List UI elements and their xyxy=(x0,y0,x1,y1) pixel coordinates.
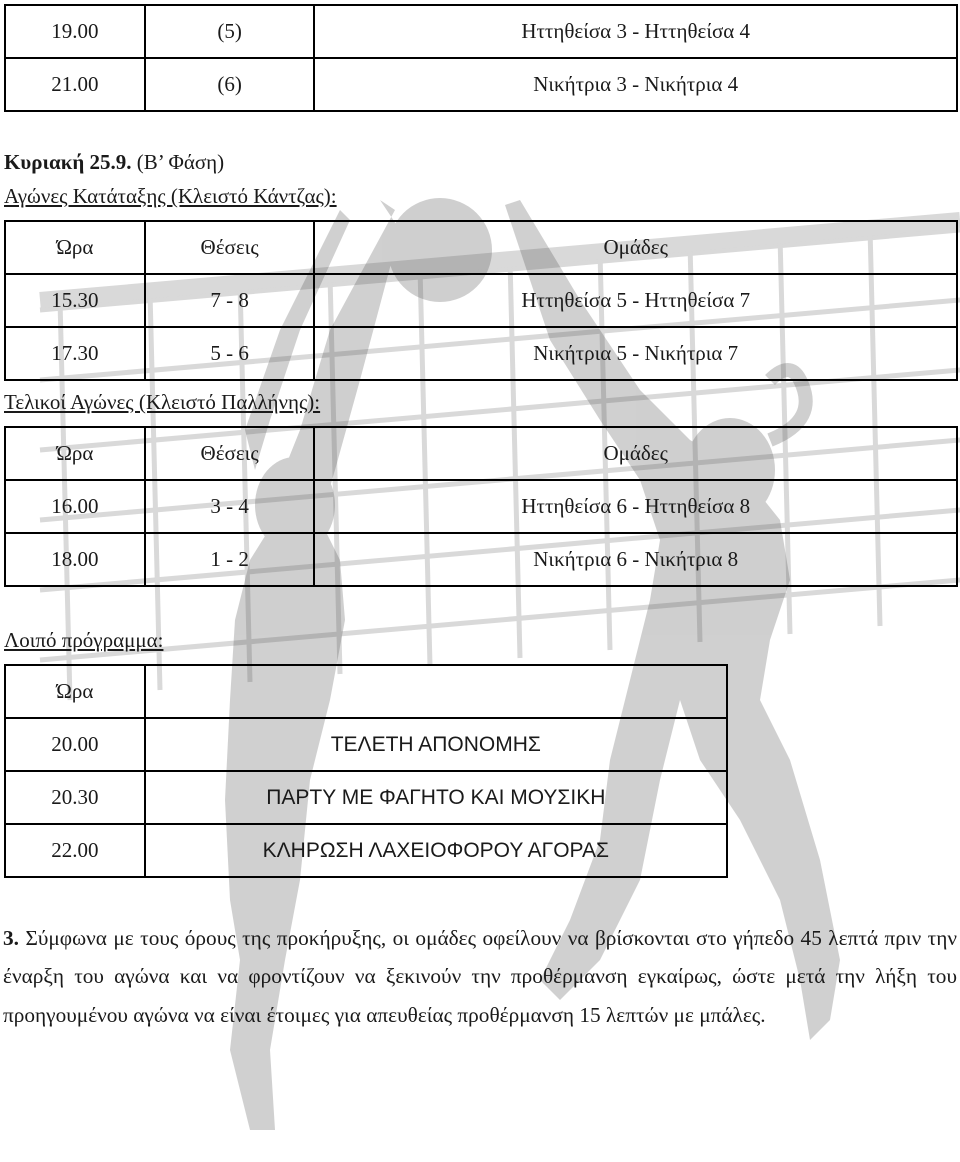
event-cell: ΠΑΡΤΥ ΜΕ ΦΑΓΗΤΟ ΚΑΙ ΜΟΥΣΙΚΗ xyxy=(145,771,727,824)
header-positions: Θέσεις xyxy=(145,427,315,480)
time-cell: 19.00 xyxy=(5,5,145,58)
note-text: Σύμφωνα με τους όρους της προκήρυξης, οι ομάδες οφείλουν να βρίσκονται στο γήπεδο 45 λεπτά πριν την έναρξη του αγώνα και να φροντίζουν να ξεκινούν την προθέρμανση εγκαίρως, ώστε μετά την λήξη του προηγουμένου αγώνα να είναι έτοιμες για απευθείας προθέρμανση 15 λεπτών με μπάλες. xyxy=(3,926,957,1027)
finals-table xyxy=(4,426,958,587)
header-event xyxy=(145,665,727,718)
table-row xyxy=(5,58,957,111)
position-cell: (6) xyxy=(145,58,315,111)
time-cell: 18.00 xyxy=(5,533,145,586)
time-cell: 22.00 xyxy=(5,824,145,877)
sunday-day: Κυριακή 25.9. xyxy=(4,150,132,174)
time-cell: 20.30 xyxy=(5,771,145,824)
header-positions: Θέσεις xyxy=(145,221,315,274)
time-cell: 17.30 xyxy=(5,327,145,380)
teams-cell: Ηττηθείσα 5 - Ηττηθείσα 7 xyxy=(314,274,957,327)
table-row xyxy=(5,533,957,586)
table-row xyxy=(5,718,727,771)
rest-program-title: Λοιπό πρόγραμμα: xyxy=(4,628,164,652)
table-row xyxy=(5,327,957,380)
classification-section-title: Αγώνες Κατάταξης (Κλειστό Κάντζας): xyxy=(4,184,337,208)
table-row xyxy=(5,480,957,533)
positions-cell: 5 - 6 xyxy=(145,327,315,380)
positions-cell: 3 - 4 xyxy=(145,480,315,533)
table-row xyxy=(5,824,727,877)
table-header-row xyxy=(5,427,957,480)
time-cell: 16.00 xyxy=(5,480,145,533)
note-paragraph xyxy=(3,919,957,1034)
teams-cell: Νικήτρια 5 - Νικήτρια 7 xyxy=(314,327,957,380)
table-row xyxy=(5,771,727,824)
table-header-row xyxy=(5,221,957,274)
header-time: Ώρα xyxy=(5,221,145,274)
header-teams: Ομάδες xyxy=(314,221,957,274)
table-header-row xyxy=(5,665,727,718)
header-time: Ώρα xyxy=(5,427,145,480)
positions-cell: 7 - 8 xyxy=(145,274,315,327)
teams-cell: Νικήτρια 3 - Νικήτρια 4 xyxy=(314,58,957,111)
rest-program-table xyxy=(4,664,728,878)
event-cell: ΤΕΛΕΤΗ ΑΠΟΝΟΜΗΣ xyxy=(145,718,727,771)
table-row xyxy=(5,274,957,327)
sunday-phase: (Β’ Φάση) xyxy=(136,150,225,174)
teams-cell: Νικήτρια 6 - Νικήτρια 8 xyxy=(314,533,957,586)
sunday-heading xyxy=(4,150,224,175)
event-cell: ΚΛΗΡΩΣΗ ΛΑΧΕΙΟΦΟΡΟΥ ΑΓΟΡΑΣ xyxy=(145,824,727,877)
note-number: 3. xyxy=(3,926,19,950)
time-cell: 20.00 xyxy=(5,718,145,771)
top-schedule-table xyxy=(4,4,958,112)
finals-section-title: Τελικοί Αγώνες (Κλειστό Παλλήνης): xyxy=(4,390,321,414)
header-time: Ώρα xyxy=(5,665,145,718)
time-cell: 21.00 xyxy=(5,58,145,111)
teams-cell: Ηττηθείσα 3 - Ηττηθείσα 4 xyxy=(314,5,957,58)
time-cell: 15.30 xyxy=(5,274,145,327)
header-teams: Ομάδες xyxy=(314,427,957,480)
position-cell: (5) xyxy=(145,5,315,58)
teams-cell: Ηττηθείσα 6 - Ηττηθείσα 8 xyxy=(314,480,957,533)
positions-cell: 1 - 2 xyxy=(145,533,315,586)
table-row xyxy=(5,5,957,58)
classification-table xyxy=(4,220,958,381)
